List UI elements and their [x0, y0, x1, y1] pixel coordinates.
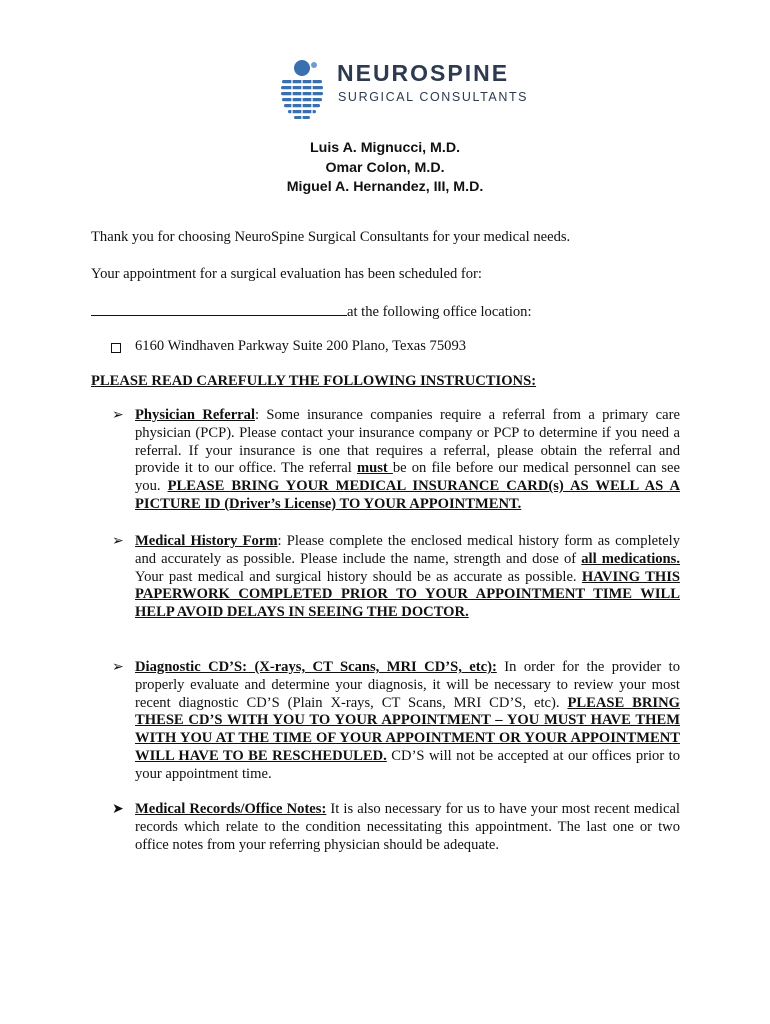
neurospine-logo	[280, 58, 529, 122]
doctor-list	[0, 139, 770, 198]
doctor-name: Miguel A. Hernandez, III, M.D.	[286, 179, 484, 195]
diagnostic-text-2: CD’S will not be accepted at our offices prior to your appointment time.	[135, 747, 680, 782]
referral-bold-notice: PLEASE BRING YOUR MEDICAL INSURANCE CARD(s) AS WELL AS A PICTURE ID (Driver’s License) TO YOUR APPOINTMENT.	[135, 478, 680, 512]
referral-colon: :	[255, 407, 260, 423]
referral-title: Physician Referral	[135, 407, 255, 423]
history-text-2: Your past medical and surgical history should be as accurate as possible.	[135, 568, 582, 585]
referral-must: must	[356, 460, 393, 477]
instructions-heading: PLEASE READ CAREFULLY THE FOLLOWING INSTRUCTIONS:	[91, 373, 537, 389]
history-text: Please complete the enclosed medical history form as completely and accurately as possible. Please include the name, strength and dose of	[135, 533, 680, 567]
doctor-name: Omar Colon, M.D.	[325, 159, 445, 176]
arrow-bullet-icon: ➢	[112, 408, 124, 423]
physician-referral-item	[135, 407, 680, 514]
logo-subtitle: SURGICAL CONSULTANTS	[338, 90, 529, 104]
history-title: Medical History Form	[135, 533, 278, 549]
office-address: 6160 Windhaven Parkway Suite 200 Plano, Texas 75093	[135, 338, 467, 354]
medical-history-item	[135, 533, 680, 622]
medical-records-item	[135, 801, 680, 854]
arrow-bullet-icon: ➢	[112, 534, 124, 549]
diagnostic-bold-notice: PLEASE BRING THESE CD’S WITH YOU TO YOUR APPOINTMENT – YOU MUST HAVE THEM WITH YOU AT THE TIME OF YOUR APPOINTMENT OR YOUR APPOINTMENT WILL HAVE TO BE RESCHEDULED.	[135, 694, 680, 764]
appointment-text: Your appointment for a surgical evaluation has been scheduled for:	[91, 266, 482, 282]
thank-you-text: Thank you for choosing NeuroSpine Surgical Consultants for your medical needs.	[91, 229, 571, 245]
location-label: at the following office location:	[347, 304, 532, 320]
logo-name: NEUROSPINE	[337, 60, 510, 86]
records-title: Medical Records/Office Notes:	[135, 801, 327, 817]
doctor-name: Luis A. Mignucci, M.D.	[309, 140, 461, 156]
appointment-date-line	[91, 303, 532, 321]
appointment-date-blank[interactable]	[91, 303, 347, 316]
diagnostic-cds-item	[135, 659, 680, 784]
referral-text: Some insurance companies require a referral from a primary care physician (PCP). Please contact your insurance company or PCP to determine if you need a referral. If your insurance is one that requires a referral, please obtain the referral and provide it to our office. The referral	[135, 407, 680, 477]
history-bold-notice: HAVING THIS PAPERWORK COMPLETED PRIOR TO YOUR APPOINTMENT TIME WILL HELP AVOID DELAYS IN SEEING THE DOCTOR.	[135, 568, 680, 621]
arrow-bullet-icon: ➢	[112, 660, 124, 675]
referral-text-2: be on file before our medical personnel can see you.	[135, 460, 681, 495]
arrow-bullet-icon: ➤	[112, 802, 124, 817]
diagnostic-title: Diagnostic CD’S: (X-rays, CT Scans, MRI CD’S, etc):	[135, 659, 497, 675]
records-text: It is also necessary for us to have your most recent medical records which relate to the condition necessitating this appointment. The last one or two office notes from your referring physician should be adequate.	[135, 801, 680, 853]
diagnostic-text: In order for the provider to properly evaluate and determine your diagnosis, it will be necessary to review your most recent diagnostic CD’S (Plain X-rays, CT Scans, MRI CD’S, etc).	[135, 659, 680, 711]
history-colon: :	[277, 533, 282, 549]
globe-logo-icon	[280, 58, 332, 122]
history-all-medications: all medications.	[581, 550, 680, 567]
location-checkbox[interactable]	[111, 343, 121, 353]
